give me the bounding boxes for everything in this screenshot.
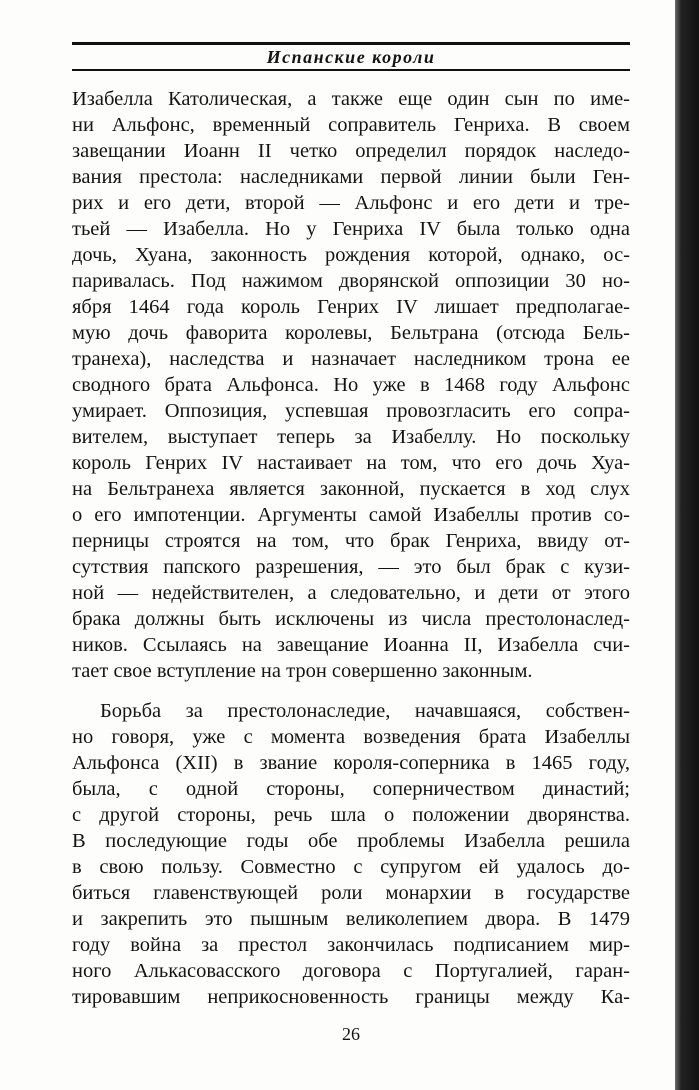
text-line: биться главенствующей роли монархии в государстве — [72, 882, 630, 904]
text-line: ни Альфонс, временный соправитель Генриха. В своем — [72, 114, 630, 136]
paragraph-1 — [72, 86, 630, 684]
text-line: Борьба за престолонаследие, начавшаяся, собствен- — [100, 700, 630, 722]
text-line: но говоря, уже с момента возведения брата Изабеллы — [72, 726, 630, 748]
text-line: брака должны быть исключены из числа престолонаслед- — [72, 608, 630, 630]
running-title: Испанские короли — [266, 47, 436, 67]
text-line: паривалась. Под нажимом дворянской оппозиции 30 но- — [72, 270, 630, 292]
text-line: вителем, выступает теперь за Изабеллу. Но поскольку — [72, 426, 630, 448]
text-line: транеха), наследства и назначает наследником трона ее — [72, 348, 630, 370]
text-line: вания престола: наследниками первой линии были Ген- — [72, 166, 630, 188]
text-line: мую дочь фаворита королевы, Бельтрана (отсюда Бель- — [72, 322, 630, 344]
text-line: В последующие годы обе проблемы Изабелла решила — [72, 830, 630, 852]
text-line: рих и его дети, второй — Альфонс и его дети и тре- — [72, 192, 630, 214]
header-rule-bottom — [72, 69, 630, 71]
text-line: тировавшим неприкосновенность границы между Ка- — [72, 986, 630, 1008]
text-line: Альфонса (XII) в звание короля-соперника в 1465 году, — [72, 752, 630, 774]
text-line: была, с одной стороны, соперничеством династий; — [72, 778, 630, 800]
text-line: ного Алькасовасского договора с Португалией, гаран- — [72, 960, 630, 982]
text-line: завещании Иоанн II четко определил порядок наследо- — [72, 140, 630, 162]
text-line: году война за престол закончилась подписанием мир- — [72, 934, 630, 956]
text-line: дочь, Хуана, законность рождения которой, однако, ос- — [72, 244, 630, 266]
text-line: о его импотенции. Аргументы самой Изабеллы против со- — [72, 504, 630, 526]
text-line: сутствия папского разрешения, — это был брак с кузи- — [72, 556, 630, 578]
text-line: тает свое вступление на трон совершенно законным. — [72, 660, 533, 682]
page-number: 26 — [342, 1024, 360, 1044]
header-rule-top — [72, 42, 630, 45]
text-line: ября 1464 года король Генрих IV лишает предполагае- — [72, 296, 630, 318]
text-line: с другой стороны, речь шла о положении дворянства. — [72, 804, 630, 826]
text-line: ников. Ссылаясь на завещание Иоанна II, Изабелла счи- — [72, 634, 630, 656]
text-line: и закрепить это пышным великолепием двора. В 1479 — [72, 908, 630, 930]
body-text — [72, 86, 630, 1010]
text-line: умирает. Оппозиция, успевшая провозгласить его сопра- — [72, 400, 630, 422]
text-line: на Бельтранеха является законной, пускается в ход слух — [72, 478, 630, 500]
text-line: перницы строятся на том, что брак Генриха, ввиду от- — [72, 530, 630, 552]
text-line: тьей — Изабелла. Но у Генриха IV была только одна — [72, 218, 630, 240]
text-line: ной — недействителен, а следовательно, и дети от этого — [72, 582, 630, 604]
paragraph-2 — [72, 698, 630, 1010]
text-line: Изабелла Католическая, а также еще один сын по име- — [72, 88, 630, 110]
text-line: король Генрих IV настаивает на том, что его дочь Хуа- — [72, 452, 630, 474]
scan-edge-shadow — [675, 0, 699, 1090]
text-line: в свою пользу. Совместно с супругом ей удалось до- — [72, 856, 630, 878]
paragraph-gap — [72, 684, 630, 698]
text-line: сводного брата Альфонса. Но уже в 1468 году Альфонс — [72, 374, 630, 396]
